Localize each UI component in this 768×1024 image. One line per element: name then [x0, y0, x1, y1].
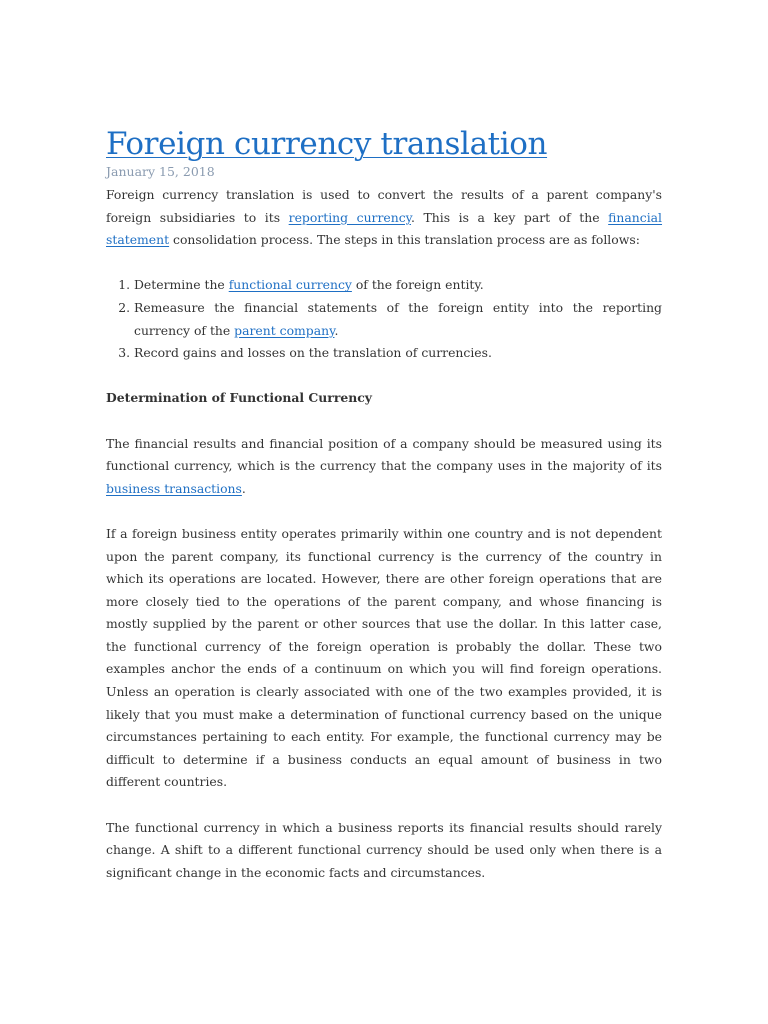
- paragraph-functional-currency-change: The functional currency in which a business reports its financial results should rarely change. A shift to a different functional currency should be used only when there is a significant change in the economic facts and circumstances.: [106, 819, 662, 880]
- intro-text-2: . This is a key part of the: [411, 209, 609, 225]
- list-item: [134, 342, 662, 365]
- steps-list: [106, 274, 662, 364]
- paragraph-text: The financial results and financial position of a company should be measured using its functional currency, which is the currency that the company uses in the majority of its: [106, 435, 662, 474]
- step-text: Remeasure the financial statements of the foreign entity into the reporting currency of the: [134, 299, 662, 338]
- intro-text-1: Foreign currency translation is used to convert the results of a parent company's foreign subsidiaries to its: [106, 187, 662, 225]
- parent-company-link[interactable]: parent company: [234, 322, 335, 338]
- section-heading: Determination of Functional Currency: [106, 390, 372, 406]
- functional-currency-link[interactable]: functional currency: [228, 277, 352, 293]
- intro-text-3: consolidation process. The steps in this translation process are as follows:: [169, 232, 640, 248]
- step-text: .: [334, 322, 339, 338]
- paragraph-text: .: [241, 480, 246, 496]
- list-item: [134, 274, 662, 297]
- list-item: [134, 297, 662, 342]
- intro-paragraph: [106, 184, 662, 252]
- article: [106, 124, 662, 907]
- paragraph-functional-currency: [106, 433, 662, 501]
- business-transactions-link[interactable]: business transactions: [106, 480, 242, 496]
- paragraph-foreign-entity: If a foreign business entity operates primarily within one country and is not dependent upon the parent company, its functional currency is the currency of the country in which its operations are located. However, there are other foreign operations that are more closely tied to the operations of the parent company, and whose financing is mostly supplied by the parent or other sources that use the dollar. In this latter case, the functional currency of the foreign operation is probably the dollar. These two examples anchor the ends of a continuum on which you will find foreign operations. Unless an operation is clearly associated with one of the two examples provided, it is likely that you must make a determination of functional currency based on the unique circumstances pertaining to each entity. For example, the functional currency may be difficult to determine if a business conducts an equal amount of business in two different countries.: [106, 525, 662, 790]
- financial-statement-link[interactable]: financial statement: [106, 209, 663, 248]
- step-text: of the foreign entity.: [351, 277, 484, 293]
- reporting-currency-link[interactable]: reporting currency: [288, 209, 412, 225]
- article-date: January 15, 2018: [106, 164, 215, 179]
- article-title[interactable]: Foreign currency translation: [106, 126, 548, 162]
- step-text: Determine the: [134, 277, 229, 293]
- step-text: Record gains and losses on the translation of currencies.: [134, 345, 492, 361]
